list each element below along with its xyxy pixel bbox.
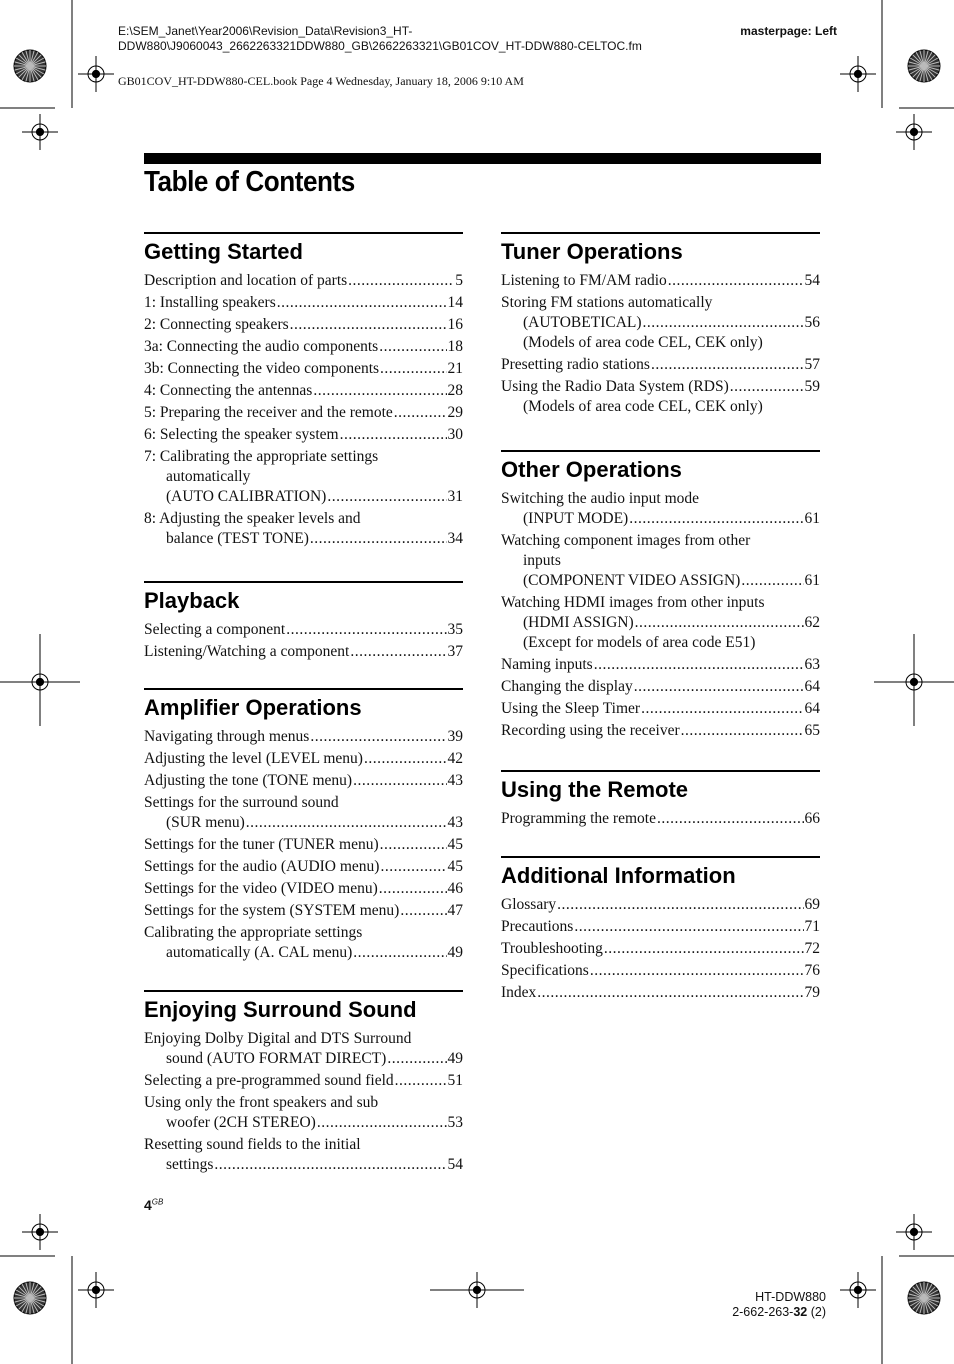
page-number bbox=[144, 1197, 163, 1213]
toc-page-number: 79 bbox=[804, 984, 820, 1001]
toc-entry-line bbox=[144, 487, 463, 507]
toc-page-number: 76 bbox=[804, 962, 820, 979]
toc-leader-dots bbox=[348, 271, 454, 291]
section-title: Tuner Operations bbox=[501, 239, 683, 264]
toc-entry[interactable] bbox=[144, 879, 463, 899]
toc-entry-text: inputs bbox=[523, 552, 561, 569]
toc-entry-line bbox=[501, 613, 820, 633]
toc-entry-text: settings bbox=[166, 1156, 214, 1173]
toc-entry[interactable] bbox=[501, 293, 820, 353]
section-title: Playback bbox=[144, 588, 240, 613]
model-code-suffix: (2) bbox=[807, 1305, 826, 1319]
toc-entry-text: 4: Connecting the antennas bbox=[144, 382, 313, 399]
toc-leader-dots bbox=[353, 943, 446, 963]
section-title: Additional Information bbox=[501, 863, 736, 888]
toc-entry-text: Using the Radio Data System (RDS) bbox=[501, 378, 729, 395]
file-path-line-1: E:\SEM_Janet\Year2006\Revision_Data\Revision3_HT- bbox=[118, 24, 413, 38]
toc-page-number: 34 bbox=[447, 530, 463, 547]
toc-leader-dots bbox=[387, 1049, 446, 1069]
toc-entry-text: 7: Calibrating the appropriate settings bbox=[144, 448, 379, 465]
toc-entry-text: Settings for the video (VIDEO menu) bbox=[144, 880, 378, 897]
toc-entry-text: (HDMI ASSIGN) bbox=[523, 614, 634, 631]
toc-entry-text: Adjusting the level (LEVEL menu) bbox=[144, 750, 363, 767]
toc-entry-note: (Except for models of area code E51) bbox=[523, 634, 756, 651]
toc-entry[interactable] bbox=[144, 381, 463, 401]
toc-entry-text: 2: Connecting speakers bbox=[144, 316, 289, 333]
toc-leader-dots bbox=[681, 721, 804, 741]
toc-entry-line bbox=[144, 901, 463, 921]
toc-leader-dots bbox=[310, 529, 447, 549]
toc-leader-dots bbox=[400, 901, 446, 921]
toc-entry-text: Settings for the surround sound bbox=[144, 794, 339, 811]
toc-entry-line bbox=[144, 293, 463, 313]
toc-page-number: 72 bbox=[804, 940, 820, 957]
toc-entry-note: (Models of area code CEL, CEK only) bbox=[523, 398, 763, 415]
toc-leader-dots bbox=[394, 403, 447, 423]
toc-entry-line bbox=[144, 381, 463, 401]
toc-entry-line bbox=[144, 727, 463, 747]
toc-entry[interactable] bbox=[144, 835, 463, 855]
toc-entry-line bbox=[501, 677, 820, 697]
toc-entry[interactable] bbox=[501, 677, 820, 697]
section-title: Using the Remote bbox=[501, 777, 689, 802]
toc-entry-line bbox=[144, 1155, 463, 1175]
toc-entry-text: 3b: Connecting the video components bbox=[144, 360, 380, 377]
toc-entry[interactable] bbox=[501, 531, 820, 591]
toc-entry-text: balance (TEST TONE) bbox=[166, 530, 309, 547]
toc-entry[interactable] bbox=[144, 359, 463, 379]
toc-entry-line bbox=[501, 313, 820, 333]
toc-entry-text: automatically bbox=[166, 468, 251, 485]
toc-entry-text: Settings for the system (SYSTEM menu) bbox=[144, 902, 400, 919]
toc-leader-dots bbox=[537, 983, 803, 1003]
toc-entry-text: 6: Selecting the speaker system bbox=[144, 426, 339, 443]
toc-page-number: 66 bbox=[804, 810, 820, 827]
toc-entry-text: Presetting radio stations bbox=[501, 356, 650, 373]
toc-entry-text: Calibrating the appropriate settings bbox=[144, 924, 363, 941]
toc-leader-dots bbox=[277, 293, 447, 313]
toc-entry[interactable] bbox=[144, 293, 463, 313]
toc-leader-dots bbox=[634, 677, 804, 697]
toc-leader-dots bbox=[379, 879, 447, 899]
toc-entry-line bbox=[501, 655, 820, 675]
toc-entry[interactable] bbox=[144, 642, 463, 662]
toc-entry-line bbox=[501, 509, 820, 529]
toc-entry[interactable] bbox=[144, 337, 463, 357]
toc-entry-line bbox=[144, 315, 463, 335]
toc-entry[interactable] bbox=[501, 721, 820, 741]
toc-entry[interactable] bbox=[501, 377, 820, 417]
toc-entry[interactable] bbox=[144, 793, 463, 833]
toc-leader-dots bbox=[317, 1113, 447, 1133]
toc-entry-note: (Models of area code CEL, CEK only) bbox=[523, 334, 763, 351]
toc-leader-dots bbox=[651, 355, 804, 375]
toc-page-number: 30 bbox=[447, 426, 463, 443]
toc-entry[interactable] bbox=[144, 749, 463, 769]
section-title: Amplifier Operations bbox=[144, 695, 362, 720]
toc-page-number: 51 bbox=[447, 1072, 463, 1089]
toc-entry-line bbox=[501, 489, 820, 509]
toc-entry-line bbox=[144, 620, 463, 640]
toc-entry-line bbox=[501, 721, 820, 741]
toc-entry-line bbox=[501, 571, 820, 591]
toc-entry-line bbox=[144, 813, 463, 833]
model-name: HT-DDW880 bbox=[755, 1290, 826, 1304]
toc-leader-dots bbox=[214, 1155, 446, 1175]
toc-entry-text: Storing FM stations automatically bbox=[501, 294, 713, 311]
toc-entry-line bbox=[144, 337, 463, 357]
toc-entry-line bbox=[144, 467, 463, 487]
entry-gap bbox=[501, 1003, 820, 1005]
toc-page-number: 64 bbox=[804, 700, 820, 717]
toc-entry-text: (SUR menu) bbox=[166, 814, 245, 831]
toc-entry-line bbox=[144, 857, 463, 877]
toc-entry-line bbox=[144, 1093, 463, 1113]
toc-page-number: 29 bbox=[447, 404, 463, 421]
entry-gap bbox=[144, 1175, 463, 1177]
model-code-prefix: 2-662-263- bbox=[732, 1305, 794, 1319]
toc-entry[interactable] bbox=[144, 1071, 463, 1091]
toc-leader-dots bbox=[340, 425, 447, 445]
toc-page-number: 21 bbox=[447, 360, 463, 377]
section-rule bbox=[501, 856, 820, 858]
section-title: Enjoying Surround Sound bbox=[144, 997, 417, 1022]
toc-leader-dots bbox=[246, 813, 447, 833]
toc-page-number: 31 bbox=[447, 488, 463, 505]
toc-leader-dots bbox=[741, 571, 803, 591]
toc-entry[interactable] bbox=[144, 901, 463, 921]
toc-entry-text: Selecting a pre-programmed sound field bbox=[144, 1072, 394, 1089]
toc-entry[interactable] bbox=[501, 809, 820, 829]
toc-entry-text: Recording using the receiver bbox=[501, 722, 680, 739]
entry-gap bbox=[144, 963, 463, 965]
toc-entry-text: Listening to FM/AM radio bbox=[501, 272, 667, 289]
toc-page-number: 16 bbox=[447, 316, 463, 333]
toc-entry-text: (AUTO CALIBRATION) bbox=[166, 488, 327, 505]
toc-entry-text: Enjoying Dolby Digital and DTS Surround bbox=[144, 1030, 412, 1047]
section-rule bbox=[501, 770, 820, 772]
page-number-value: 4 bbox=[144, 1197, 152, 1213]
toc-entry[interactable] bbox=[144, 1029, 463, 1069]
toc-leader-dots bbox=[574, 917, 803, 937]
toc-page-number: 64 bbox=[804, 678, 820, 695]
toc-entry-line bbox=[501, 895, 820, 915]
toc-entry-text: automatically (A. CAL menu) bbox=[166, 944, 353, 961]
toc-entry-text: Changing the display bbox=[501, 678, 633, 695]
toc-entry[interactable] bbox=[501, 593, 820, 653]
toc-entry-text: Glossary bbox=[501, 896, 557, 913]
toc-entry-line bbox=[501, 293, 820, 313]
toc-entry[interactable] bbox=[501, 699, 820, 719]
toc-leader-dots bbox=[286, 620, 446, 640]
section-title: Other Operations bbox=[501, 457, 682, 482]
toc-leader-dots bbox=[657, 809, 804, 829]
toc-entry-line bbox=[501, 939, 820, 959]
toc-page-number: 42 bbox=[447, 750, 463, 767]
section-rule bbox=[501, 450, 820, 452]
toc-entry-line bbox=[501, 917, 820, 937]
toc-entry-line bbox=[501, 593, 820, 613]
toc-page-number: 45 bbox=[447, 858, 463, 875]
toc-entry-line bbox=[144, 509, 463, 529]
toc-page-number: 61 bbox=[804, 510, 820, 527]
section-rule bbox=[144, 581, 463, 583]
toc-entry[interactable] bbox=[144, 771, 463, 791]
toc-leader-dots bbox=[380, 857, 446, 877]
toc-entry[interactable] bbox=[144, 315, 463, 335]
toc-entry-text: Navigating through menus bbox=[144, 728, 310, 745]
toc-entry-text: (COMPONENT VIDEO ASSIGN) bbox=[523, 572, 741, 589]
section-additional-information bbox=[501, 856, 820, 1005]
toc-entry-text: Programming the remote bbox=[501, 810, 656, 827]
section-rule bbox=[144, 688, 463, 690]
toc-entry-line bbox=[144, 1135, 463, 1155]
toc-leader-dots bbox=[590, 961, 804, 981]
section-using-the-remote bbox=[501, 770, 820, 831]
toc-leader-dots bbox=[364, 749, 447, 769]
toc-entry[interactable] bbox=[501, 489, 820, 529]
section-tuner-operations bbox=[501, 232, 820, 419]
toc-page-number: 54 bbox=[804, 272, 820, 289]
toc-page-number: 69 bbox=[804, 896, 820, 913]
toc-entry[interactable] bbox=[501, 939, 820, 959]
toc-entry-text: Precautions bbox=[501, 918, 574, 935]
toc-entry-line bbox=[144, 1029, 463, 1049]
toc-page-number: 28 bbox=[447, 382, 463, 399]
toc-entry[interactable] bbox=[501, 917, 820, 937]
toc-leader-dots bbox=[604, 939, 804, 959]
toc-entry-line bbox=[144, 1113, 463, 1133]
toc-leader-dots bbox=[635, 613, 804, 633]
toc-page-number: 46 bbox=[447, 880, 463, 897]
toc-entry-line bbox=[144, 529, 463, 549]
toc-entry[interactable] bbox=[144, 1093, 463, 1133]
toc-entry-text: Switching the audio input mode bbox=[501, 490, 700, 507]
toc-entry-text: Using the Sleep Timer bbox=[501, 700, 641, 717]
section-other-operations bbox=[501, 450, 820, 743]
book-info-line: GB01COV_HT-DDW880-CEL.book Page 4 Wednesday, January 18, 2006 9:10 AM bbox=[118, 74, 524, 88]
toc-page-number: 53 bbox=[447, 1114, 463, 1131]
toc-entry-line bbox=[144, 1049, 463, 1069]
toc-entry-line bbox=[144, 943, 463, 963]
toc-entry[interactable] bbox=[501, 983, 820, 1003]
toc-entry-line bbox=[144, 642, 463, 662]
title-bar bbox=[144, 153, 821, 164]
toc-entry-text: 1: Installing speakers bbox=[144, 294, 276, 311]
page-title: Table of Contents bbox=[144, 166, 355, 198]
toc-page-number: 61 bbox=[804, 572, 820, 589]
section-playback bbox=[144, 581, 463, 664]
toc-entry-line bbox=[501, 809, 820, 829]
toc-entry-text: Using only the front speakers and sub bbox=[144, 1094, 379, 1111]
toc-entry-line bbox=[144, 835, 463, 855]
section-rule bbox=[144, 990, 463, 992]
toc-entry[interactable] bbox=[144, 857, 463, 877]
toc-entry-text: Watching component images from other bbox=[501, 532, 751, 549]
toc-leader-dots bbox=[668, 271, 804, 291]
toc-leader-dots bbox=[594, 655, 804, 675]
toc-page-number: 43 bbox=[447, 772, 463, 789]
toc-entry-text: sound (AUTO FORMAT DIRECT) bbox=[166, 1050, 387, 1067]
toc-entry-text: (AUTOBETICAL) bbox=[523, 314, 642, 331]
toc-entry-line bbox=[144, 271, 463, 291]
toc-page-number: 57 bbox=[804, 356, 820, 373]
toc-entry-text: Index bbox=[501, 984, 537, 1001]
toc-entry[interactable] bbox=[144, 1135, 463, 1175]
page-number-suffix: GB bbox=[151, 1197, 164, 1207]
entry-gap bbox=[501, 417, 820, 419]
toc-leader-dots bbox=[313, 381, 446, 401]
model-code bbox=[732, 1305, 826, 1320]
toc-entry[interactable] bbox=[144, 620, 463, 640]
toc-entry-line bbox=[144, 771, 463, 791]
toc-entry-text: Settings for the tuner (TUNER menu) bbox=[144, 836, 379, 853]
toc-entry-line bbox=[144, 403, 463, 423]
toc-entry-text: 8: Adjusting the speaker levels and bbox=[144, 510, 361, 527]
toc-entry-line bbox=[144, 879, 463, 899]
section-amplifier-operations bbox=[144, 688, 463, 965]
toc-entry[interactable] bbox=[501, 895, 820, 915]
toc-entry-line bbox=[144, 359, 463, 379]
file-path-header bbox=[118, 24, 718, 54]
toc-page-number: 62 bbox=[804, 614, 820, 631]
toc-entry-text: woofer (2CH STEREO) bbox=[166, 1114, 316, 1131]
toc-leader-dots bbox=[353, 771, 446, 791]
toc-page-number: 56 bbox=[804, 314, 820, 331]
toc-entry-line bbox=[501, 531, 820, 551]
toc-leader-dots bbox=[643, 313, 804, 333]
toc-page-number: 47 bbox=[447, 902, 463, 919]
toc-leader-dots bbox=[327, 487, 446, 507]
toc-page-number: 71 bbox=[804, 918, 820, 935]
toc-entry-line bbox=[501, 961, 820, 981]
toc-entry-line bbox=[501, 983, 820, 1003]
toc-page-number: 49 bbox=[447, 1050, 463, 1067]
toc-leader-dots bbox=[557, 895, 803, 915]
toc-entry-line bbox=[501, 271, 820, 291]
toc-entry-text: Naming inputs bbox=[501, 656, 593, 673]
toc-leader-dots bbox=[380, 835, 447, 855]
toc-entry-text: Specifications bbox=[501, 962, 589, 979]
toc-leader-dots bbox=[290, 315, 447, 335]
file-path-line-2: DDW880\J9060043_2662263321DDW880_GB\2662263321\GB01COV_HT-DDW880-CELTOC.fm bbox=[118, 39, 642, 53]
section-enjoying-surround-sound bbox=[144, 990, 463, 1177]
section-rule bbox=[501, 232, 820, 234]
toc-entry[interactable] bbox=[501, 271, 820, 291]
toc-entry[interactable] bbox=[501, 355, 820, 375]
toc-entry[interactable] bbox=[501, 961, 820, 981]
toc-page-number: 37 bbox=[447, 643, 463, 660]
section-rule bbox=[144, 232, 463, 234]
toc-entry-line bbox=[501, 551, 820, 571]
toc-entry-text: Selecting a component bbox=[144, 621, 286, 638]
entry-gap bbox=[144, 549, 463, 551]
toc-entry-line bbox=[144, 447, 463, 467]
toc-entry[interactable] bbox=[144, 425, 463, 445]
model-code-bold: 32 bbox=[793, 1305, 808, 1319]
toc-page-number: 49 bbox=[447, 944, 463, 961]
toc-entry-line bbox=[501, 355, 820, 375]
toc-leader-dots bbox=[629, 509, 803, 529]
toc-entry-text: Troubleshooting bbox=[501, 940, 603, 957]
toc-entry[interactable] bbox=[144, 923, 463, 963]
toc-page-number: 18 bbox=[447, 338, 463, 355]
toc-entry-text: (INPUT MODE) bbox=[523, 510, 629, 527]
masterpage-label: masterpage: Left bbox=[740, 24, 837, 38]
toc-leader-dots bbox=[380, 359, 446, 379]
toc-entry[interactable] bbox=[144, 509, 463, 549]
toc-entry-text: Listening/Watching a component bbox=[144, 643, 350, 660]
toc-entry-line bbox=[501, 699, 820, 719]
toc-page-number: 65 bbox=[804, 722, 820, 739]
toc-page-number: 14 bbox=[447, 294, 463, 311]
section-getting-started bbox=[144, 232, 463, 551]
toc-page-number: 45 bbox=[447, 836, 463, 853]
toc-leader-dots bbox=[379, 337, 446, 357]
toc-entry-line bbox=[144, 425, 463, 445]
toc-leader-dots bbox=[310, 727, 446, 747]
toc-page-number: 54 bbox=[447, 1156, 463, 1173]
toc-entry-line bbox=[144, 793, 463, 813]
toc-entry-text: 5: Preparing the receiver and the remote bbox=[144, 404, 393, 421]
toc-page-number: 63 bbox=[804, 656, 820, 673]
toc-leader-dots bbox=[350, 642, 446, 662]
entry-gap bbox=[501, 741, 820, 743]
toc-entry[interactable] bbox=[501, 655, 820, 675]
entry-gap bbox=[144, 662, 463, 664]
toc-page-number: 39 bbox=[447, 728, 463, 745]
toc-entry-text: Resetting sound fields to the initial bbox=[144, 1136, 361, 1153]
section-title: Getting Started bbox=[144, 239, 303, 264]
toc-page-number: 43 bbox=[447, 814, 463, 831]
model-info bbox=[732, 1290, 826, 1320]
toc-entry[interactable] bbox=[144, 447, 463, 507]
toc-entry-line bbox=[144, 923, 463, 943]
toc-entry-text: Settings for the audio (AUDIO menu) bbox=[144, 858, 380, 875]
toc-entry-text: 3a: Connecting the audio components bbox=[144, 338, 379, 355]
toc-leader-dots bbox=[730, 377, 804, 397]
toc-entry-line bbox=[144, 749, 463, 769]
toc-page-number: 5 bbox=[455, 272, 463, 289]
toc-leader-dots bbox=[641, 699, 803, 719]
toc-page-number: 35 bbox=[447, 621, 463, 638]
toc-leader-dots bbox=[395, 1071, 447, 1091]
toc-entry-text: Watching HDMI images from other inputs bbox=[501, 594, 765, 611]
toc-entry-text: Adjusting the tone (TONE menu) bbox=[144, 772, 353, 789]
toc-entry[interactable] bbox=[144, 727, 463, 747]
toc-page-number: 59 bbox=[804, 378, 820, 395]
toc-entry[interactable] bbox=[144, 403, 463, 423]
toc-entry-line bbox=[501, 377, 820, 397]
entry-gap bbox=[501, 829, 820, 831]
toc-entry[interactable] bbox=[144, 271, 463, 291]
toc-entry-line bbox=[144, 1071, 463, 1091]
toc-entry-text: Description and location of parts bbox=[144, 272, 348, 289]
